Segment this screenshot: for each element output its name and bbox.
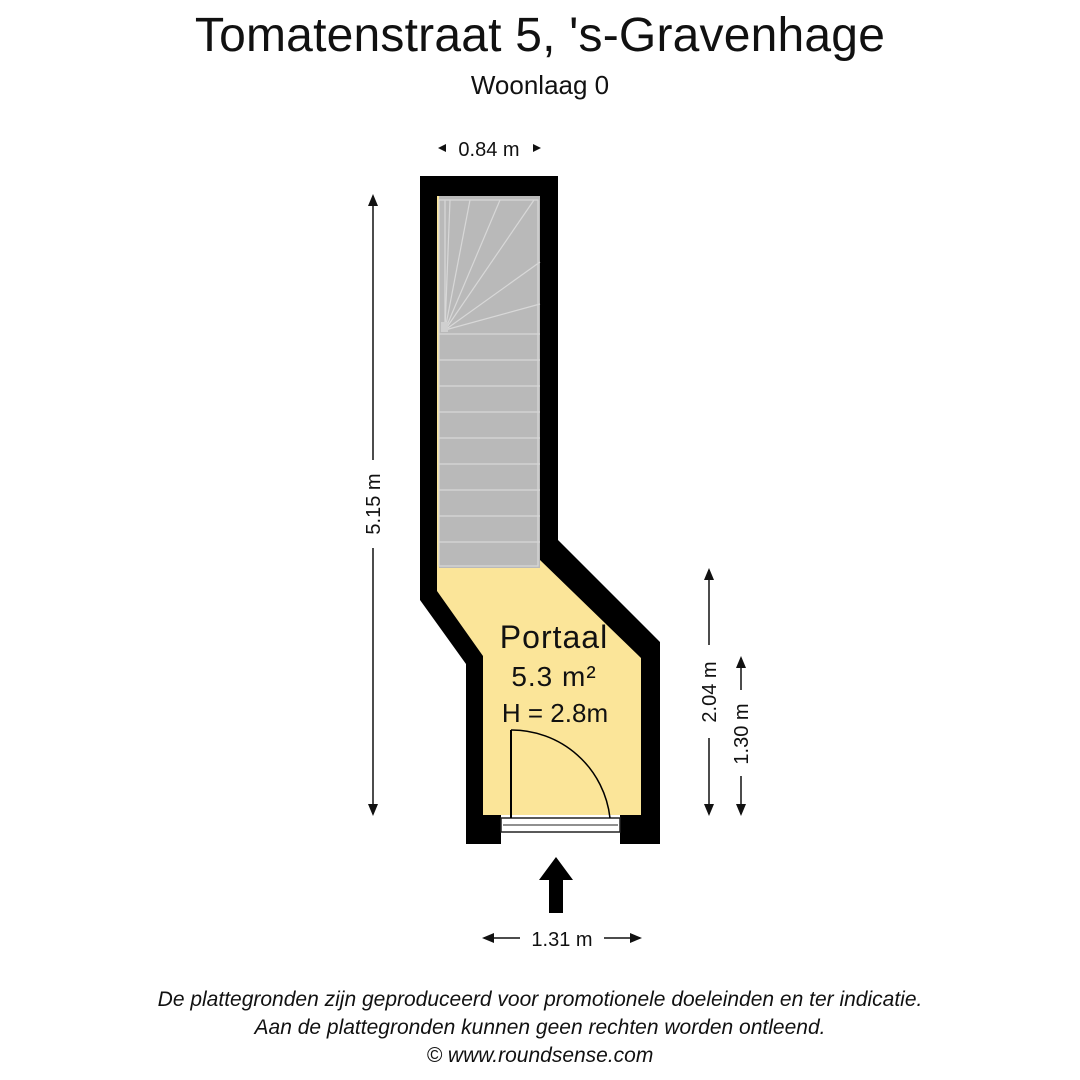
room-height: H = 2.8m — [501, 698, 609, 728]
svg-text:5.15 m: 5.15 m — [363, 473, 385, 535]
dimension-right-short — [731, 656, 753, 816]
plan-title: Tomatenstraat 5, 's-Gravenhage — [194, 9, 886, 62]
copyright-link[interactable]: © www.roundsense.com — [426, 1044, 654, 1067]
floor-level-label: Woonlaag 0 — [470, 70, 610, 100]
staircase — [439, 196, 540, 568]
dimension-top-width — [438, 139, 541, 161]
disclaimer-line-2: Aan de plattegronden kunnen geen rechten worden ontleend. — [254, 1016, 826, 1039]
dimension-bottom-width — [482, 929, 642, 951]
room-area: 5.3 m² — [511, 661, 597, 692]
room-name: Portaal — [499, 619, 609, 655]
disclaimer-line-1: De plattegronden zijn geproduceerd voor promotionele doeleinden en ter indicatie. — [157, 988, 923, 1011]
dimension-total-length — [363, 194, 385, 816]
svg-text:1.31 m: 1.31 m — [531, 929, 593, 951]
svg-text:1.30 m: 1.30 m — [731, 703, 753, 765]
svg-text:0.84 m: 0.84 m — [458, 139, 520, 161]
entrance-arrow — [539, 857, 573, 913]
dimension-right-length — [699, 568, 721, 816]
disclaimer — [0, 986, 1080, 1070]
svg-text:2.04 m: 2.04 m — [699, 661, 721, 723]
